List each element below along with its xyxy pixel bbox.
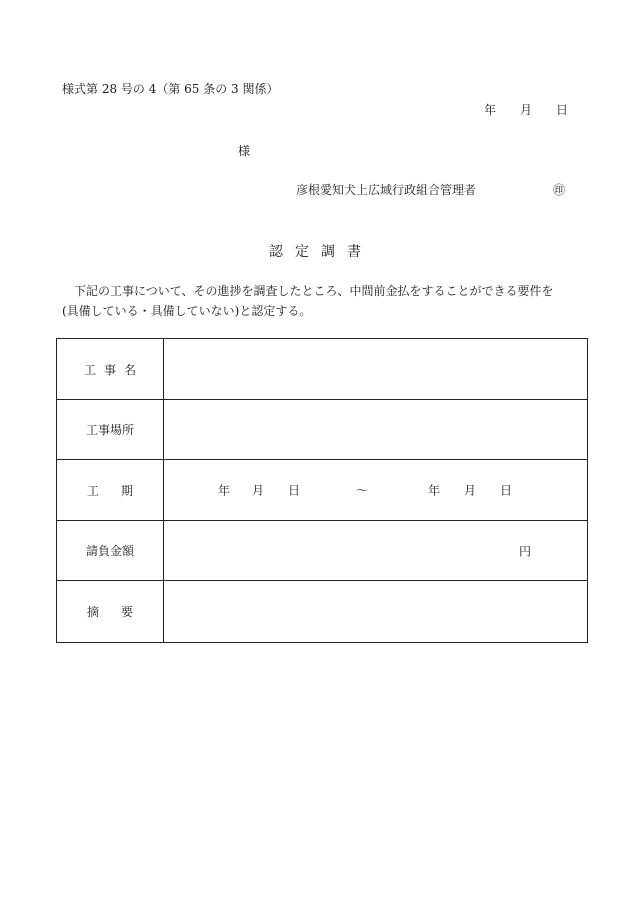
- issuer-name: 彦根愛知犬上広域行政組合管理者: [296, 183, 477, 197]
- table-row-project-location: [57, 400, 588, 460]
- label-contract-amount: 請負金額: [57, 521, 164, 581]
- form-number: 様式第 28 号の 4（第 65 条の 3 関係）: [62, 82, 279, 96]
- table-row-remarks: [57, 581, 588, 643]
- statement-line-2: (具備している・具備していない)と認定する。: [62, 304, 312, 318]
- period-start-day: 日: [288, 483, 301, 498]
- label-project-name: 工事名: [57, 339, 164, 400]
- statement-line-1: 下記の工事について、その進捗を調査したところ、中間前金払をすることができる要件を: [74, 284, 554, 298]
- value-construction-period[interactable]: [164, 460, 588, 521]
- seal-mark: ㊞: [553, 183, 566, 197]
- date-day-label: 日: [556, 103, 569, 117]
- value-project-name[interactable]: [164, 339, 588, 400]
- date-month-label: 月: [520, 103, 533, 117]
- label-project-location: 工事場所: [57, 400, 164, 460]
- period-end-month: 月: [464, 483, 477, 498]
- period-start-year: 年: [218, 483, 231, 498]
- period-end-day: 日: [500, 483, 513, 498]
- table-row-project-name: [57, 339, 588, 400]
- document-title: 認定調書: [269, 244, 373, 260]
- value-project-location[interactable]: [164, 400, 588, 460]
- table-row-construction-period: [57, 460, 588, 521]
- label-construction-period: 工期: [57, 460, 164, 521]
- table-row-contract-amount: [57, 521, 588, 581]
- date-year-label: 年: [484, 103, 497, 117]
- yen-unit: 円: [518, 544, 531, 558]
- period-start-month: 月: [252, 483, 265, 498]
- value-contract-amount[interactable]: [164, 521, 588, 581]
- period-end-year: 年: [428, 483, 441, 498]
- label-remarks: 摘要: [57, 581, 164, 643]
- addressee-suffix: 様: [238, 144, 251, 158]
- value-remarks[interactable]: [164, 581, 588, 643]
- certification-form-table: [56, 338, 588, 643]
- certification-statement: [62, 281, 582, 321]
- period-separator: ～: [356, 483, 369, 498]
